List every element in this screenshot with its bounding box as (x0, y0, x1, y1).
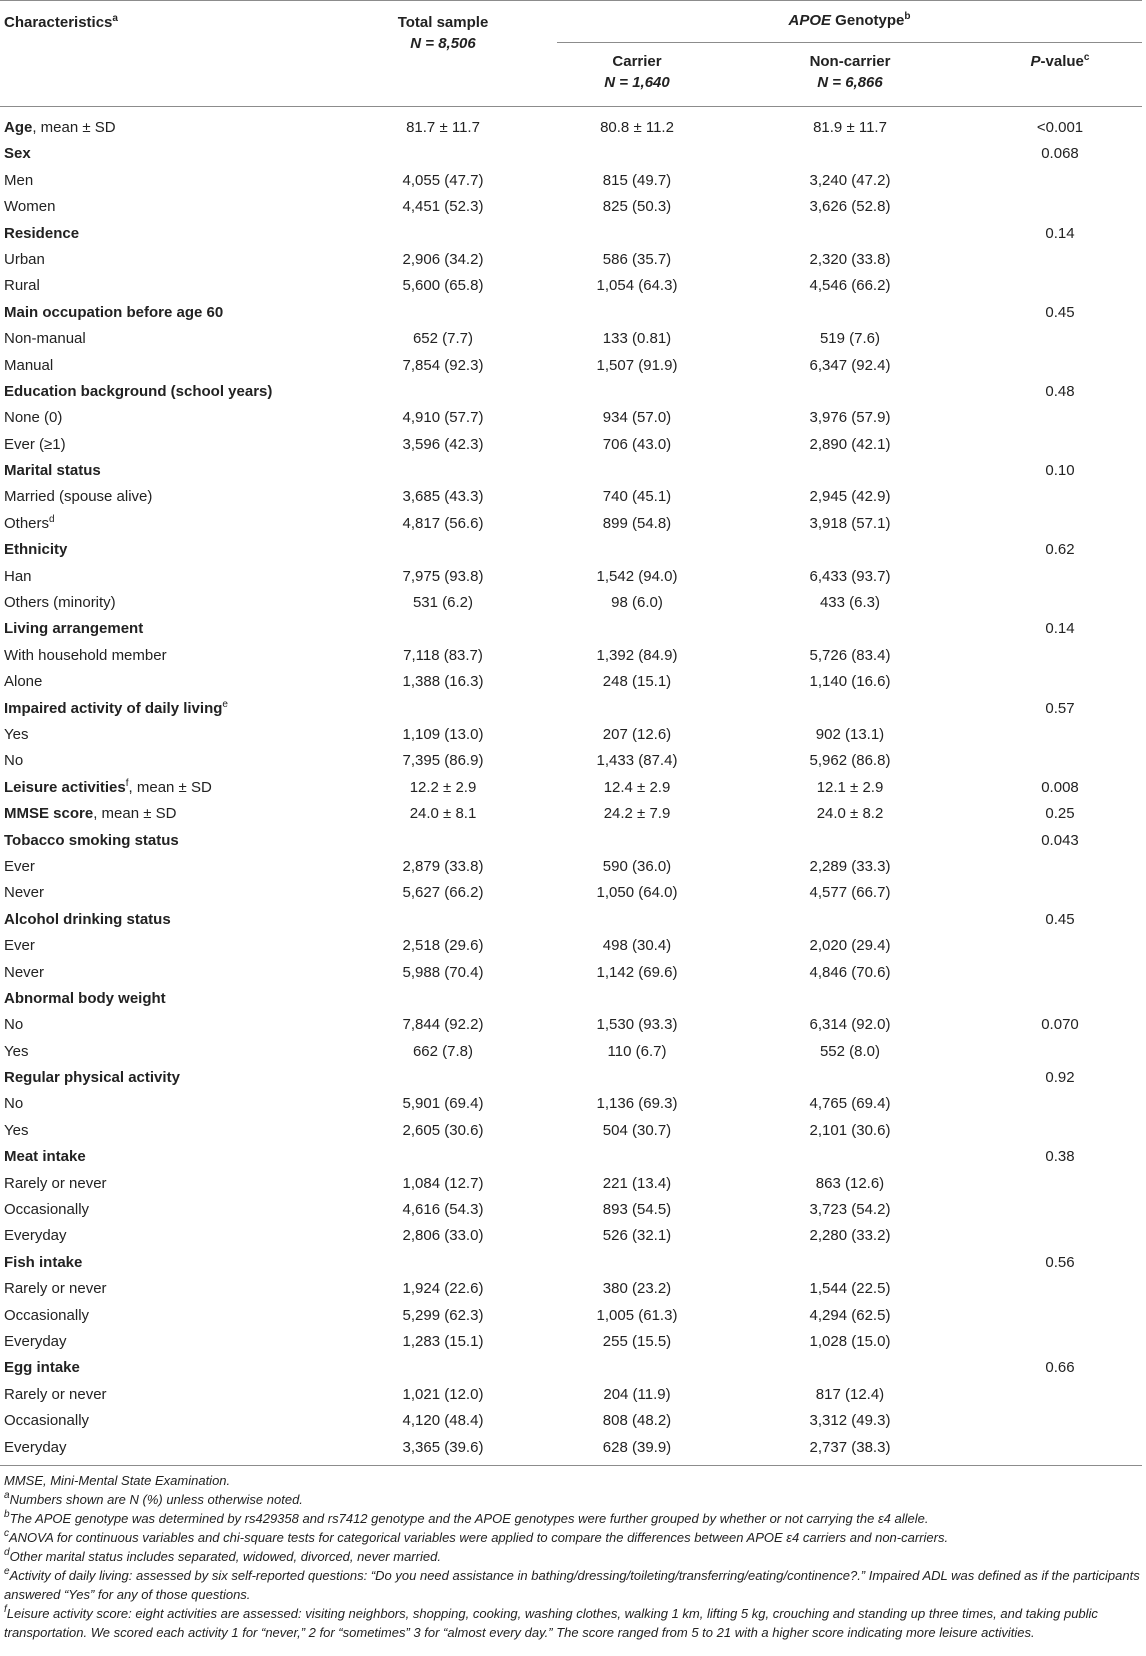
header-apoe-genotype: APOE Genotype$^b$ (788, 11, 911, 29)
table-row (0, 353, 1146, 379)
cell-carrier: 1,392 (84.9) (596, 646, 678, 664)
row-label: Rarely or never (4, 1280, 107, 1298)
cell-total: 2,518 (29.6) (402, 937, 484, 955)
cell-noncarrier: 433 (6.3) (819, 594, 881, 612)
cell-total: 2,906 (34.2) (402, 250, 484, 268)
cell-carrier: 1,433 (87.4) (596, 752, 678, 770)
cell-carrier: 255 (15.5) (602, 1332, 672, 1350)
row-label: Tobacco smoking status (4, 831, 179, 849)
row-label: Yes (4, 1121, 29, 1139)
row-label: No (4, 752, 24, 770)
row-label: Meat intake (4, 1148, 86, 1166)
header-genotype-rule (557, 42, 1142, 43)
table-row (0, 511, 1146, 537)
table-row (0, 748, 1146, 774)
row-label: Yes (4, 1042, 29, 1060)
cell-pvalue: 0.38 (1045, 1148, 1075, 1166)
cell-carrier: 248 (15.1) (602, 673, 672, 691)
cell-noncarrier: 3,626 (52.8) (809, 198, 891, 216)
row-label: None (0) (4, 409, 63, 427)
row-label: Age, mean ± SD (4, 119, 116, 136)
category-row (0, 300, 1146, 326)
row-label: Living arrangement (4, 620, 144, 638)
table-row (0, 432, 1146, 458)
row-label: Residence (4, 224, 80, 242)
cell-noncarrier: 3,976 (57.9) (809, 409, 891, 427)
row-label: Ever (≥1) (4, 435, 66, 453)
row-label: Impaired activity of daily living$^e$ (4, 698, 228, 717)
row-label: Rarely or never (4, 1385, 107, 1403)
row-label: No (4, 1095, 24, 1113)
row-label: Rural (4, 277, 40, 295)
cell-pvalue: 0.14 (1045, 224, 1075, 242)
cell-total: 1,109 (13.0) (402, 725, 484, 743)
cell-carrier: 1,530 (93.3) (596, 1016, 678, 1034)
cell-total: 5,988 (70.4) (402, 963, 484, 981)
cell-total: 1,283 (15.1) (402, 1332, 484, 1350)
cell-carrier: 80.8 ± 11.2 (600, 119, 674, 136)
category-row (0, 1250, 1146, 1276)
table-row (0, 933, 1146, 959)
table-row (0, 484, 1146, 510)
row-label: Men (4, 171, 34, 189)
table-row (0, 1329, 1146, 1355)
row-label: Ever (4, 857, 35, 875)
header-noncarrier: Non-carrier N = 6,866 (809, 53, 891, 91)
row-label: Occasionally (4, 1306, 90, 1324)
header-carrier: Carrier N = 1,640 (604, 53, 670, 91)
cell-carrier: 815 (49.7) (602, 171, 672, 189)
cell-carrier: 590 (36.0) (602, 857, 672, 875)
cell-noncarrier: 2,020 (29.4) (809, 937, 891, 955)
row-label: Non-manual (4, 330, 86, 348)
cell-carrier: 24.2 ± 7.9 (603, 805, 671, 823)
cell-total: 1,388 (16.3) (402, 673, 484, 691)
row-label: Others (minority) (4, 594, 116, 612)
cell-pvalue: 0.66 (1045, 1359, 1075, 1377)
table-row (0, 1197, 1146, 1223)
cell-total: 5,299 (62.3) (402, 1306, 484, 1324)
category-row (0, 141, 1146, 167)
row-label: Abnormal body weight (4, 989, 166, 1007)
cell-pvalue: 0.92 (1045, 1069, 1075, 1087)
cell-noncarrier: 902 (13.1) (815, 725, 885, 743)
category-row (0, 696, 1146, 722)
table-header-rule (0, 106, 1142, 107)
table-row (0, 1303, 1146, 1329)
table-row (0, 1408, 1146, 1434)
category-row (0, 221, 1146, 247)
row-label: Egg intake (4, 1359, 80, 1377)
cell-carrier: 893 (54.5) (602, 1201, 672, 1219)
cell-noncarrier: 2,945 (42.9) (809, 488, 891, 506)
table-row (0, 880, 1146, 906)
cell-carrier: 98 (6.0) (611, 594, 663, 612)
cell-noncarrier: 1,028 (15.0) (809, 1332, 891, 1350)
row-label: Occasionally (4, 1412, 90, 1430)
category-row (0, 537, 1146, 563)
cell-noncarrier: 519 (7.6) (819, 330, 881, 348)
cell-noncarrier: 3,918 (57.1) (809, 514, 891, 532)
cell-pvalue: 0.043 (1041, 831, 1079, 849)
cell-carrier: 1,054 (64.3) (596, 277, 678, 295)
row-label: Everyday (4, 1332, 67, 1350)
cell-total: 4,451 (52.3) (402, 198, 484, 216)
cell-pvalue: 0.25 (1045, 805, 1075, 823)
footnote: $^e$Activity of daily living: assessed by six self-reported questions: “Do you need assistance in bathing/dressing/toileting/transferring/eating/continence?.” Impaired ADL was defined as if the participants answered “Yes” for any of those questions. (4, 1566, 1140, 1602)
category-row (0, 775, 1146, 801)
table-bottom-rule (0, 1465, 1142, 1466)
cell-carrier: 207 (12.6) (602, 725, 672, 743)
cell-total: 3,365 (39.6) (402, 1438, 484, 1456)
cell-pvalue: 0.45 (1045, 303, 1075, 321)
table-row (0, 643, 1146, 669)
cell-carrier: 899 (54.8) (602, 514, 672, 532)
row-label: Never (4, 884, 45, 902)
category-row (0, 1065, 1146, 1091)
row-label: Ever (4, 937, 35, 955)
cell-total: 3,596 (42.3) (402, 435, 484, 453)
table-header (0, 0, 1146, 110)
category-row (0, 986, 1146, 1012)
row-label: MMSE score, mean ± SD (4, 805, 177, 823)
table-row (0, 168, 1146, 194)
cell-noncarrier: 817 (12.4) (815, 1385, 885, 1403)
cell-pvalue: 0.068 (1041, 145, 1079, 163)
cell-total: 5,901 (69.4) (402, 1095, 484, 1113)
cell-noncarrier: 4,577 (66.7) (809, 884, 891, 902)
row-label: Urban (4, 250, 45, 268)
cell-total: 7,844 (92.2) (402, 1016, 484, 1034)
cell-noncarrier: 3,723 (54.2) (809, 1201, 891, 1219)
cell-carrier: 504 (30.7) (602, 1121, 672, 1139)
row-label: Sex (4, 145, 31, 163)
table-footnotes (4, 1471, 1142, 1642)
cell-total: 7,854 (92.3) (402, 356, 484, 374)
cell-carrier: 1,542 (94.0) (596, 567, 678, 585)
cell-noncarrier: 3,240 (47.2) (809, 171, 891, 189)
cell-carrier: 934 (57.0) (602, 409, 672, 427)
cell-noncarrier: 5,962 (86.8) (809, 752, 891, 770)
cell-noncarrier: 863 (12.6) (815, 1174, 885, 1192)
cell-pvalue: 0.57 (1045, 699, 1075, 717)
table-row (0, 669, 1146, 695)
category-row (0, 379, 1146, 405)
cell-total: 81.7 ± 11.7 (406, 119, 480, 136)
header-total-sample: Total sample N = 8,506 (397, 14, 489, 52)
row-label: Never (4, 963, 45, 981)
row-label: Ethnicity (4, 541, 68, 559)
row-label: Han (4, 567, 32, 585)
category-row (0, 907, 1146, 933)
cell-total: 1,084 (12.7) (402, 1174, 484, 1192)
table-row (0, 1435, 1146, 1461)
cell-carrier: 498 (30.4) (602, 937, 672, 955)
cell-carrier: 133 (0.81) (602, 330, 672, 348)
cell-carrier: 628 (39.9) (602, 1438, 672, 1456)
footnote: $^a$Numbers shown are N (%) unless otherwise noted. (4, 1490, 303, 1507)
cell-total: 4,616 (54.3) (402, 1201, 484, 1219)
cell-total: 5,627 (66.2) (402, 884, 484, 902)
cell-noncarrier: 3,312 (49.3) (809, 1412, 891, 1430)
cell-pvalue: <0.001 (1036, 119, 1084, 136)
cell-total: 531 (6.2) (412, 594, 474, 612)
category-row (0, 1355, 1146, 1381)
cell-total: 1,924 (22.6) (402, 1280, 484, 1298)
cell-pvalue: 0.62 (1045, 541, 1075, 559)
header-characteristics: Characteristics$^a$ (4, 13, 118, 31)
cell-noncarrier: 1,544 (22.5) (809, 1280, 891, 1298)
cell-noncarrier: 1,140 (16.6) (809, 673, 891, 691)
cell-noncarrier: 12.1 ± 2.9 (816, 778, 884, 796)
cell-carrier: 110 (6.7) (607, 1042, 667, 1060)
cell-noncarrier: 4,546 (66.2) (809, 277, 891, 295)
cell-carrier: 380 (23.2) (602, 1280, 672, 1298)
cell-total: 2,879 (33.8) (402, 857, 484, 875)
cell-carrier: 204 (11.9) (603, 1385, 671, 1403)
row-label: Main occupation before age 60 (4, 303, 224, 321)
cell-noncarrier: 4,846 (70.6) (809, 963, 891, 981)
row-label: Marital status (4, 462, 101, 480)
category-row (0, 801, 1146, 827)
cell-total: 662 (7.8) (412, 1042, 474, 1060)
row-label: Occasionally (4, 1201, 90, 1219)
row-label: Regular physical activity (4, 1069, 180, 1087)
row-label: Education background (school years) (4, 382, 273, 400)
cell-pvalue: 0.45 (1045, 910, 1075, 928)
table-row (0, 564, 1146, 590)
cell-pvalue: 0.10 (1045, 462, 1075, 480)
row-label: Leisure activities$^f$, mean ± SD (4, 777, 212, 796)
cell-noncarrier: 6,433 (93.7) (809, 567, 891, 585)
table-row (0, 1091, 1146, 1117)
cell-total: 12.2 ± 2.9 (409, 778, 477, 796)
table-row (0, 1012, 1146, 1038)
table-row (0, 405, 1146, 431)
table-row (0, 194, 1146, 220)
cell-noncarrier: 81.9 ± 11.7 (813, 119, 887, 136)
cell-carrier: 586 (35.7) (602, 250, 672, 268)
category-row (0, 1144, 1146, 1170)
cell-total: 652 (7.7) (412, 330, 474, 348)
table-row (0, 1118, 1146, 1144)
cell-total: 4,910 (57.7) (402, 409, 484, 427)
cell-total: 4,055 (47.7) (402, 171, 484, 189)
footnote: $^c$ANOVA for continuous variables and chi-square tests for categorical variables were applied to compare the differences between APOE ε4 carriers and non-carriers. (4, 1528, 949, 1545)
row-label: Manual (4, 356, 54, 374)
cell-total: 4,120 (48.4) (402, 1412, 484, 1430)
cell-pvalue: 0.008 (1041, 778, 1079, 796)
cell-carrier: 1,142 (69.6) (596, 963, 678, 981)
cell-carrier: 740 (45.1) (602, 488, 672, 506)
footnote: $^f$Leisure activity score: eight activities are assessed: visiting neighbors, shopping, cooking, washing clothes, walking 1 km, lifting 5 kg, crouching and standing up three times, and taking public transportation. We scored each activity 1 for “never,” 2 for “sometimes” 3 for “almost every day.” The score ranged from 5 to 21 with a higher score indicating more leisure activities. (4, 1604, 1098, 1640)
footnote: MMSE, Mini-Mental State Examination. (4, 1473, 231, 1488)
row-label: Women (4, 198, 56, 216)
cell-noncarrier: 2,101 (30.6) (809, 1121, 891, 1139)
footnote: $^d$Other marital status includes separated, widowed, divorced, never married. (4, 1547, 441, 1564)
row-label: Alone (4, 673, 43, 691)
cell-carrier: 526 (32.1) (602, 1227, 672, 1245)
row-label: Fish intake (4, 1253, 83, 1271)
table-row (0, 247, 1146, 273)
cell-noncarrier: 6,314 (92.0) (809, 1016, 891, 1034)
cell-total: 24.0 ± 8.1 (409, 805, 477, 823)
row-label: Everyday (4, 1227, 67, 1245)
header-pvalue: P-value$^c$ (1030, 52, 1090, 70)
table-body (0, 115, 1146, 1461)
table-row (0, 854, 1146, 880)
cell-noncarrier: 552 (8.0) (819, 1042, 881, 1060)
cell-total: 1,021 (12.0) (402, 1385, 484, 1403)
row-label: Alcohol drinking status (4, 910, 171, 928)
cell-carrier: 12.4 ± 2.9 (603, 778, 671, 796)
category-row (0, 115, 1146, 141)
cell-carrier: 1,050 (64.0) (596, 884, 678, 902)
cell-noncarrier: 2,280 (33.2) (809, 1227, 891, 1245)
cell-carrier: 1,005 (61.3) (596, 1306, 678, 1324)
cell-pvalue: 0.14 (1045, 620, 1075, 638)
table-row (0, 960, 1146, 986)
cell-noncarrier: 2,737 (38.3) (809, 1438, 891, 1456)
table-row (0, 722, 1146, 748)
row-label: Others$^d$ (4, 513, 55, 532)
category-row (0, 616, 1146, 642)
cell-pvalue: 0.56 (1045, 1253, 1075, 1271)
row-label: No (4, 1016, 24, 1034)
table-row (0, 326, 1146, 352)
cell-noncarrier: 4,294 (62.5) (809, 1306, 891, 1324)
cell-pvalue: 0.070 (1041, 1016, 1079, 1034)
cell-noncarrier: 2,289 (33.3) (809, 857, 891, 875)
cell-noncarrier: 4,765 (69.4) (809, 1095, 891, 1113)
cell-noncarrier: 24.0 ± 8.2 (816, 805, 884, 823)
table-row (0, 1382, 1146, 1408)
cell-noncarrier: 2,890 (42.1) (809, 435, 891, 453)
row-label: Rarely or never (4, 1174, 107, 1192)
table-row (0, 1276, 1146, 1302)
cell-carrier: 706 (43.0) (602, 435, 672, 453)
table-row (0, 1171, 1146, 1197)
cell-noncarrier: 5,726 (83.4) (809, 646, 891, 664)
cell-carrier: 1,136 (69.3) (596, 1095, 678, 1113)
category-row (0, 458, 1146, 484)
footnote: $^b$The APOE genotype was determined by rs429358 and rs7412 genotype and the APOE genotypes were further grouped by whether or not carrying the ε4 allele. (4, 1509, 929, 1526)
cell-total: 3,685 (43.3) (402, 488, 484, 506)
cell-carrier: 808 (48.2) (602, 1412, 672, 1430)
cell-carrier: 221 (13.4) (602, 1174, 672, 1192)
cell-total: 7,395 (86.9) (402, 752, 484, 770)
table-row (0, 590, 1146, 616)
cell-noncarrier: 2,320 (33.8) (809, 250, 891, 268)
cell-carrier: 825 (50.3) (602, 198, 672, 216)
table-row (0, 1039, 1146, 1065)
cell-pvalue: 0.48 (1045, 382, 1075, 400)
row-label: Everyday (4, 1438, 67, 1456)
row-label: Yes (4, 725, 29, 743)
cell-carrier: 1,507 (91.9) (596, 356, 678, 374)
row-label: With household member (4, 646, 167, 664)
row-label: Married (spouse alive) (4, 488, 153, 506)
table-row (0, 1223, 1146, 1249)
cell-total: 2,605 (30.6) (402, 1121, 484, 1139)
cell-noncarrier: 6,347 (92.4) (809, 356, 891, 374)
cell-total: 5,600 (65.8) (402, 277, 484, 295)
cell-total: 7,118 (83.7) (403, 646, 483, 664)
category-row (0, 828, 1146, 854)
cell-total: 2,806 (33.0) (402, 1227, 484, 1245)
table-row (0, 273, 1146, 299)
cell-total: 7,975 (93.8) (402, 567, 484, 585)
cell-total: 4,817 (56.6) (402, 514, 484, 532)
